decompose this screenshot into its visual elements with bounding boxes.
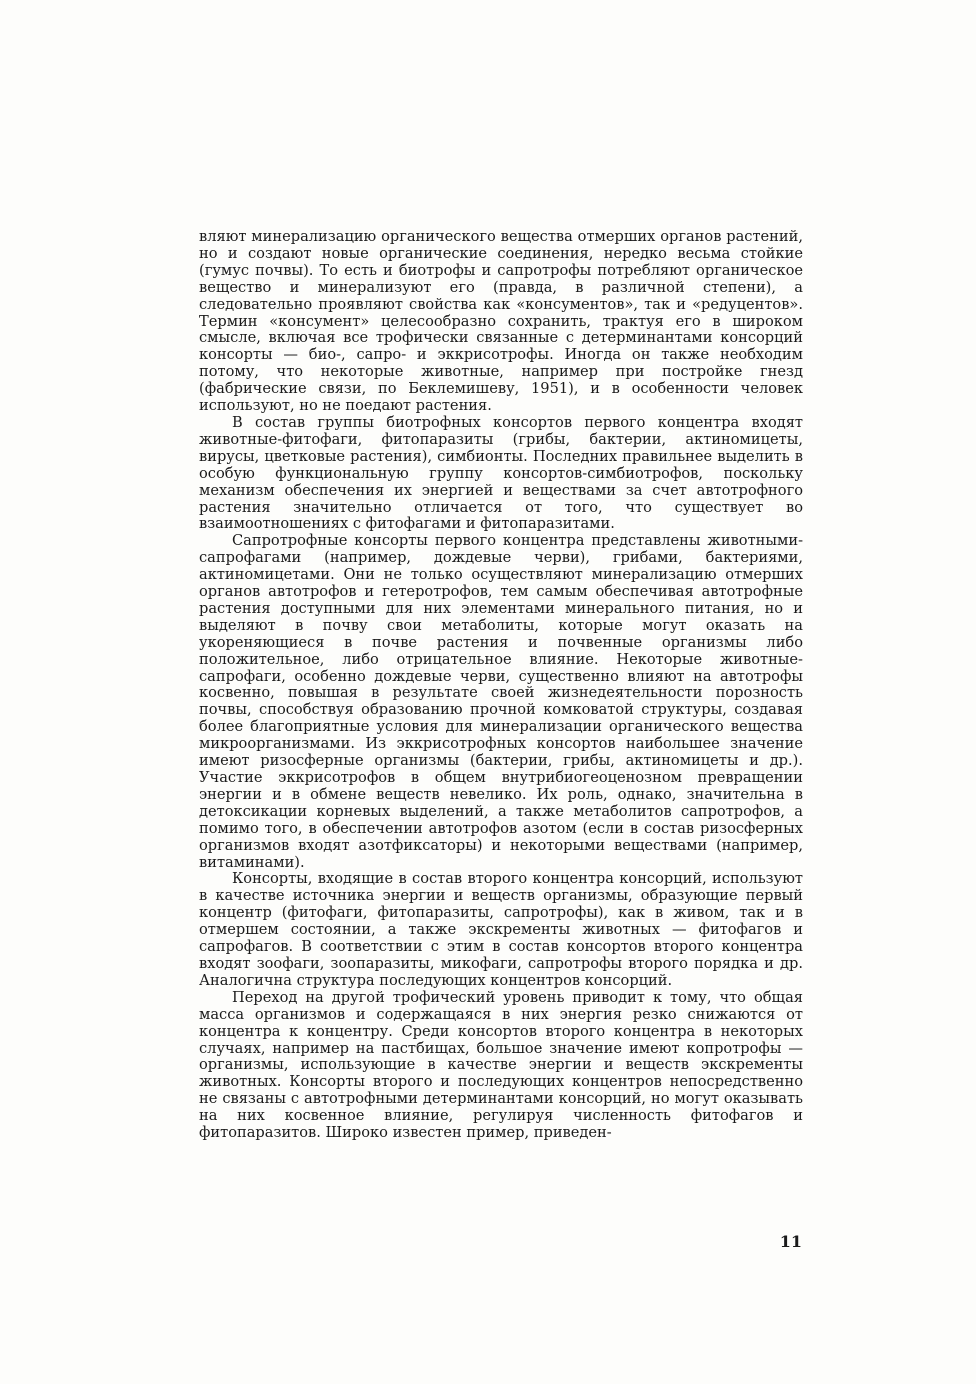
body-text xyxy=(199,229,803,1142)
paragraph-second-concentre: Консорты, входящие в состав второго концентра консорций, используют в качестве источника энергии и веществ организмы, образующие первый концентр (фитофаги, фитопаразиты, сапротрофы), как в живом, так и в отмершем состоянии, а также экскременты животных — фитофагов и сапрофагов. В соответствии с этим в состав консортов второго концентра входят зоофаги, зоопаразиты, микофаги, сапротрофы второго порядка и др. Аналогична структура последующих концентров консорций. xyxy=(199,870,803,989)
paragraph-continuation: вляют минерализацию органического вещества отмерших органов растений, но и создают новые органические соединения, нередко весьма стойкие (гумус почвы). То есть и биотрофы и сапротрофы потребляют органическое вещество и минерализуют его (правда, в различной степени), а следовательно проявляют свойства как «консументов», так и «редуцентов». Термин «консумент» целесообразно сохранить, трактуя его в широком смысле, включая все трофически связанные с детерминантами консорций консорты — био-, сапро- и эккрисотрофы. Иногда он также необходим потому, что некоторые животные, например при постройке гнезд (фабрические связи, по Беклемишеву, 1951), и в особенности человек используют, но не поедают растения. xyxy=(199,228,803,415)
paragraph-saprotrophic-consorts: Сапротрофные консорты первого концентра представлены животными-сапрофагами (например, дождевые черви), грибами, бактериями, актиномицетами. Они не только осуществляют минерализацию отмерших органов автотрофов и гетеротрофов, тем самым обеспечивая автотрофные растения доступными для них элементами минерального питания, но и выделяют в почву свои метаболиты, которые могут оказать на укореняющиеся в почве растения и почвенные организмы либо положительное, либо отрицательное влияние. Некоторые животные-сапрофаги, особенно дождевые черви, существенно влияют на автотрофы косвенно, повышая в результате своей жизнедеятельности порозность почвы, способствуя образованию прочной комковатой структуры, создавая более благоприятные условия для минерализации органического вещества микроорганизмами. Из эккрисотрофных консортов наибольшее значение имеют ризосферные организмы (бактерии, грибы, актиномицеты и др.). Участие эккрисотрофов в общем внутрибиогеоценозном превращении энергии и в обмене веществ невелико. Их роль, однако, значительна в детоксикации корневых выделений, а также метаболитов сапротрофов, а помимо того, в обеспечении автотрофов азотом (если в состав ризосферных организмов входят азотфиксаторы) и некоторыми веществами (например, витаминами). xyxy=(199,532,803,871)
page-number: 11 xyxy=(779,1232,802,1251)
paragraph-biotrophic-consorts: В состав группы биотрофных консортов первого концентра входят животные-фитофаги, фитопаразиты (грибы, бактерии, актиномицеты, вирусы, цветковые растения), симбионты. Последних правильнее выделить в особую функциональную группу консортов-симбиотрофов, поскольку механизм обеспечения их энергией и веществами за счет автотрофного растения значительно отличается от того, что существует во взаимоотношениях с фитофагами и фитопаразитами. xyxy=(199,413,803,533)
paragraph-trophic-level: Переход на другой трофический уровень приводит к тому, что общая масса организмов и содержащаяся в них энергия резко снижаются от концентра к концентру. Среди консортов второго концентра в некоторых случаях, например на пастбищах, большое значение имеют копротрофы — организмы, использующие в качестве энергии и веществ экскременты животных. Консорты второго и последующих концентров непосредственно не связаны с автотрофными детерминантами консорций, но могут оказывать на них косвенное влияние, регулируя численность фитофагов и фитопаразитов. Широко известен пример, приведен- xyxy=(199,988,803,1142)
